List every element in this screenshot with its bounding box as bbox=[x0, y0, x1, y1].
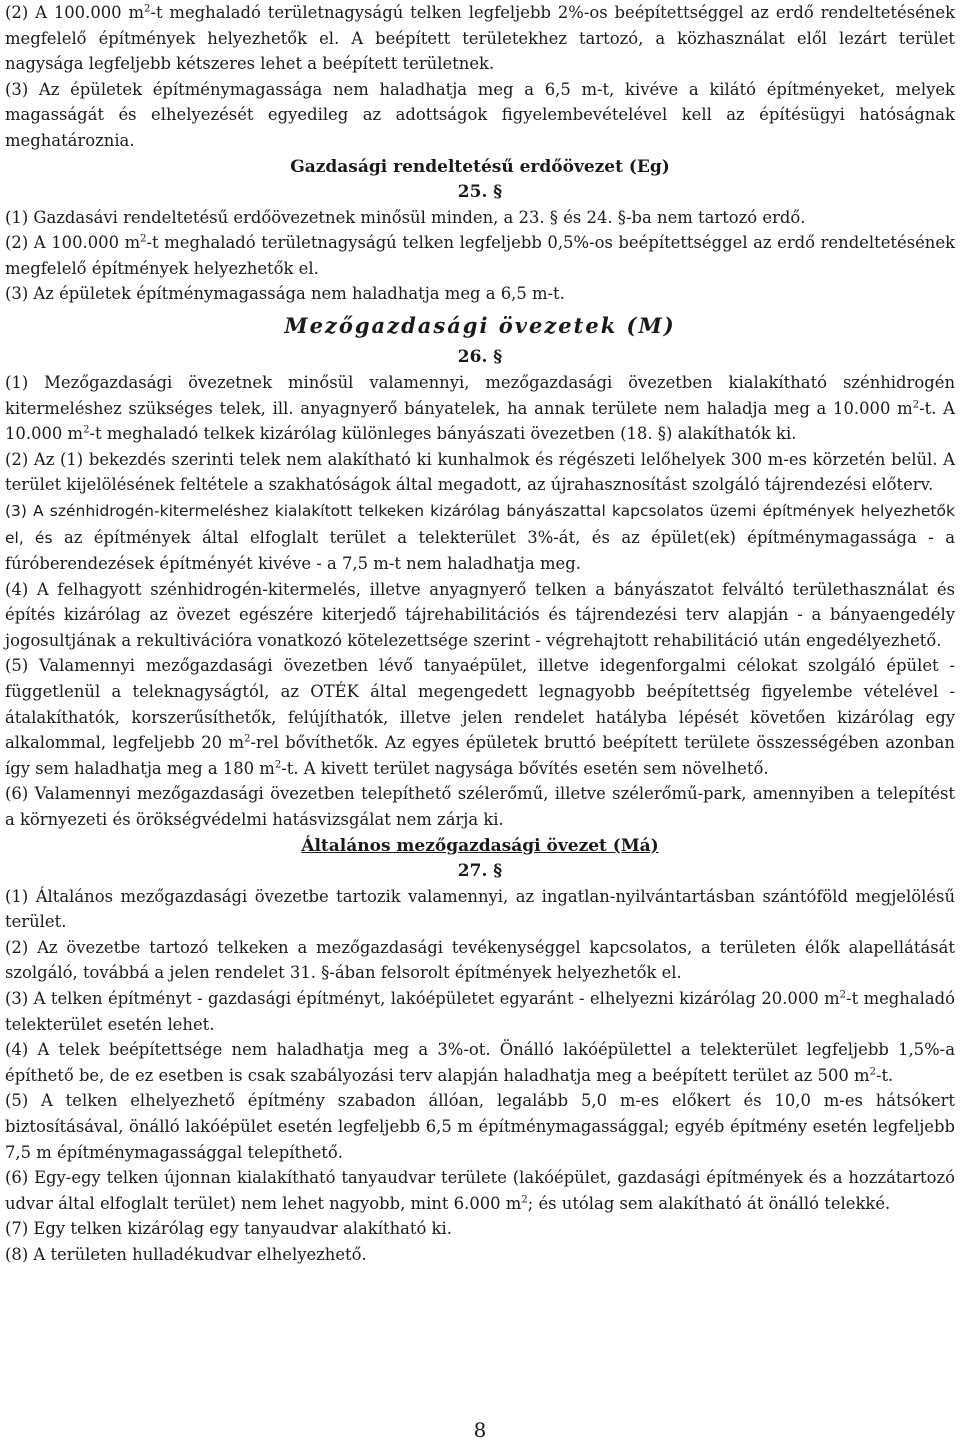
paragraph: (8) A területen hulladékudvar elhelyezhető. bbox=[5, 1244, 367, 1264]
paragraph: (3) A telken építményt - gazdasági építményt, lakóépületet egyaránt - elhelyezni kizárólag 20.000 $m^2-t$ meghaladó telekterület esetén lehet. bbox=[5, 989, 956, 1034]
paragraph-rest: az építmények által elfoglalt terület a telekterület 3%-át, és az épület(ek) építménymagassága - a fúróberendezések építményét kivéve - a 7,5 m-t nem haladhatja meg. bbox=[5, 527, 955, 574]
paragraph-number: 26. § bbox=[457, 346, 503, 367]
paragraph: (3) Az épületek építménymagassága nem haladhatja meg a 6,5 m-t, kivéve a kilátó építményeket, melyek magasságát és elhelyezését egyedileg az adottságok figyelembevételével kell az építésügyi hatóságnak meghatároznia. bbox=[5, 79, 955, 150]
section-heading: Általános mezőgazdasági övezet (Má) bbox=[301, 835, 659, 856]
paragraph-number: 25. § bbox=[457, 181, 503, 202]
paragraph: (4) A telek beépítettsége nem haladhatja meg a 3%-ot. Önálló lakóépülettel a telekterület legfeljebb 1,5%-a építhető be, de ez esetben is csak szabályozási terv alapján haladhatja meg a beépített terület az 500 $m^2-t$. bbox=[5, 1040, 955, 1085]
section-heading: Gazdasági rendeltetésű erdőövezet (Eg) bbox=[290, 156, 670, 177]
paragraph: (1) Általános mezőgazdasági övezetbe tartozik valamennyi, az ingatlan-nyilvántartásban szántóföld megjelölésű terület. bbox=[5, 886, 955, 932]
paragraph: (5) A telken elhelyezhető építmény szabadon állóan, legalább 5,0 m-es előkert és 10,0 m-es hátsókert biztosításával, önálló lakóépület esetén legfeljebb 6,5 m építménymagassággal; egyéb építmény esetén legfeljebb 7,5 m építménymagassággal telepíthető. bbox=[5, 1091, 955, 1162]
paragraph: (6) Egy-egy telken újonnan kialakítható tanyaudvar területe (lakóépület, gazdasági építmények és a hozzátartozó udvar által elfoglalt terület) nem lehet nagyobb, mint 6.000 $m^2$; és utólag sem alakítható át önálló telekké. bbox=[5, 1168, 955, 1213]
paragraph: (2) Az (1) bekezdés szerinti telek nem alakítható ki kunhalmok és régészeti lelőhelyek 300 m-es körzetén belül. A terület kijelölésének feltétele a szakhatóságok által megadott, az újrahasznosítást szolgáló tájrendezési előterv. bbox=[5, 449, 955, 495]
paragraph: (5) Valamennyi mezőgazdasági övezetben lévő tanyaépület, illetve idegenforgalmi célokat szolgáló épület - függetlenül a teleknagyságtól, az OTÉK által megengedett legnagyobb beépítettség figyelembe vételével - átalakíthatók, korszerűsíthetők, felújíthatók, illetve jelen rendelet hatálybа lépését követően kizárólag egy alkalommal, legfeljebb 20 $m^2$-rel bővíthetők. Az egyes épületek bruttó beépített területe összességében azonban így sem haladhatja meg a 180 $m^2-t$. A kivett terület nagysága bővítés esetén sem növelhető. bbox=[5, 656, 955, 778]
paragraph: (3) Az épületek építménymagassága nem haladhatja meg a 6,5 m-t. bbox=[5, 284, 565, 304]
paragraph: (1) Mezőgazdasági övezetnek minősül valamennyi, mezőgazdasági övezetben kialakítható szénhidrogén kitermeléshez szükséges telek, ill. anyagnyerő bányatelek, ha annak területe nem haladja meg a 10.000 $m^2-t$. A 10.000 $m^2-t$ meghaladó telkek kizárólag különleges bányászati övezetben (18. §) alakíthatók ki. bbox=[5, 372, 955, 444]
paragraph: (2) A 100.000 $m^2-t$ meghaladó területnagyságú telken legfeljebb 2%-os beépítettséggel az erdő rendeltetésének megfelelő építmények helyezhetők el. A beépített területekhez tartozó, a közhasználat elől lezárt terület nagysága legfeljebb kétszeres lehet a beépített területnek. bbox=[5, 3, 955, 74]
paragraph: (6) Valamennyi mezőgazdasági övezetben telepíthető szélerőmű, illetve szélerőmű-park, amennyiben a telepítést a környezeti és örökségvédelmi hatásvizsgálat nem zárja ki. bbox=[5, 784, 955, 830]
paragraph: (7) Egy telken kizárólag egy tanyaudvar alakítható ki. bbox=[5, 1219, 452, 1239]
document-page bbox=[5, 0, 955, 1268]
paragraph: (1) Gazdasávi rendeltetésű erdőövezetnek minősül minden, a 23. § és 24. §-ba nem tartozó erdő. bbox=[5, 207, 806, 227]
paragraph bbox=[5, 498, 955, 577]
page-number: 8 bbox=[473, 1418, 487, 1442]
chapter-heading: Mezőgazdasági övezetek (M) bbox=[284, 312, 676, 338]
paragraph: (2) A 100.000 $m^2-t$ meghaladó területnagyságú telken legfeljebb 0,5%-os beépítettséggel az erdő rendeltetésének megfelelő építmények helyezhetők el. bbox=[5, 233, 955, 278]
paragraph-number: 27. § bbox=[457, 860, 503, 881]
paragraph: (2) Az övezetbe tartozó telkeken a mezőgazdasági tevékenységgel kapcsolatos, a területen élők alapellátását szolgáló, továbbá a jelen rendelet 31. §-ában felsorolt építmények helyezhetők el. bbox=[5, 937, 955, 983]
paragraph-emphasis: (3) A szénhidrogén-kitermeléshez kialakított telkeken kizárólag bányászattal kapcsolatos üzemi építmények helyezhetők el, és bbox=[5, 501, 955, 547]
paragraph: (4) A felhagyott szénhidrogén-kitermelés, illetve anyagnyerő telken a bányászatot felváltó területhasználat és építés kizárólag az övezet egészére kiterjedő tájrehabilitációs és tájrendezési terv alapján - a bányaengedély jogosultjának a rekultivációra vonatkozó kötelezettsége szerint - végrehajtott rehabilitáció után engedélyezhető. bbox=[5, 579, 955, 650]
